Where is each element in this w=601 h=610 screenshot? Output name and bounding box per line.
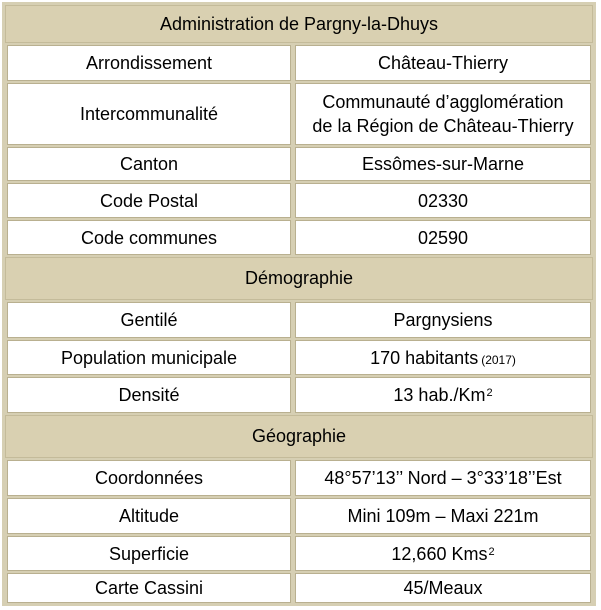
section-header-geographie [5, 415, 593, 458]
info-table [2, 2, 596, 606]
row-value: Château-Thierry [295, 45, 591, 81]
table-row [5, 147, 593, 181]
row-value: 13 hab./Km $^2$ [295, 377, 591, 413]
table-row [5, 498, 593, 534]
section-title: Géographie [251, 426, 347, 446]
row-label: Carte Cassini [7, 573, 291, 603]
row-value-line: Communauté d’agglomération [322, 92, 564, 112]
row-label: Intercommunalité [7, 83, 291, 145]
area-value: 12,660 Kms [391, 543, 488, 564]
row-value: Mini 109m – Maxi 221m [295, 498, 591, 534]
section-header-demographie [5, 257, 593, 300]
table-row [5, 573, 593, 603]
table-row [5, 83, 593, 145]
density-value: 13 hab./Km [393, 385, 486, 405]
row-value-line: de la Région de Château-Thierry [312, 116, 574, 136]
row-value [295, 340, 591, 375]
row-value: Pargnysiens [295, 302, 591, 338]
row-value: 45/Meaux [295, 573, 591, 603]
table-row [5, 183, 593, 218]
table-row [5, 340, 593, 375]
section-header-administration [5, 5, 593, 43]
row-label: Superficie [7, 536, 291, 571]
row-label: Gentilé [7, 302, 291, 338]
row-label: Canton [7, 147, 291, 181]
row-label: Code Postal [7, 183, 291, 218]
table-row [5, 45, 593, 81]
population-value: 170 habitants [370, 347, 479, 368]
row-label: Altitude [7, 498, 291, 534]
table-row [5, 536, 593, 571]
table-row [5, 377, 593, 413]
table-row [5, 460, 593, 496]
table-row [5, 220, 593, 255]
row-label: Code communes [7, 220, 291, 255]
row-label: Densité [7, 377, 291, 413]
row-value: 12,660 Kms $^2$ [295, 536, 591, 571]
row-value: Essômes-sur-Marne [295, 147, 591, 181]
section-title: Démographie [244, 268, 354, 288]
row-label: Population municipale [7, 340, 291, 375]
row-label: Arrondissement [7, 45, 291, 81]
row-value [295, 83, 591, 145]
row-value: 48°57’13’’ Nord – 3°33’18’’Est [295, 460, 591, 496]
population-year: (2017) [481, 352, 516, 367]
section-title: Administration de Pargny-la-Dhuys [159, 13, 439, 34]
row-label: Coordonnées [7, 460, 291, 496]
row-value: 02590 [295, 220, 591, 255]
table-row [5, 302, 593, 338]
row-value: 02330 [295, 183, 591, 218]
